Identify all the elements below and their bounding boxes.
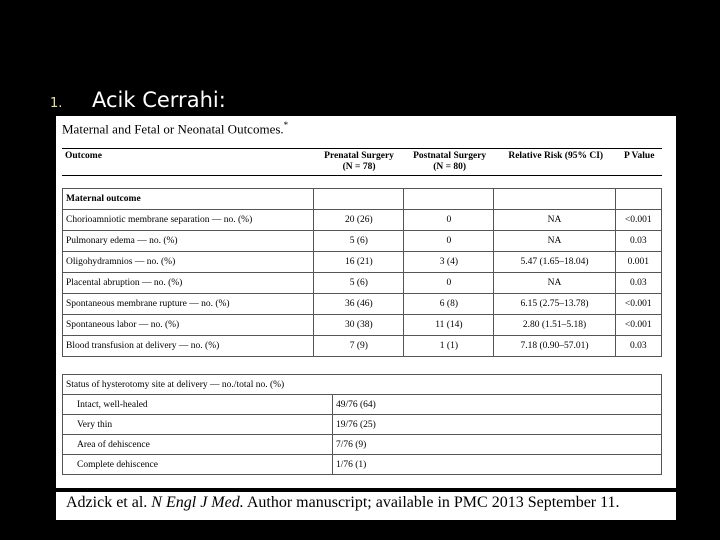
table-row: Area of dehiscence 7/76 (9) xyxy=(63,435,662,455)
header-postnatal: Postnatal Surgery (N = 80) xyxy=(404,149,495,176)
table-row: Spontaneous membrane rupture — no. (%) 36 (46) 6 (8) 6.15 (2.75–13.78) <0.001 xyxy=(63,294,662,315)
table-image xyxy=(56,116,676,520)
header-p: P Value xyxy=(616,149,662,176)
table-row: Complete dehiscence 1/76 (1) xyxy=(63,455,662,475)
table-row: Chorioamniotic membrane separation — no. (%) 20 (26) 0 NA <0.001 xyxy=(63,210,662,231)
slide-heading: Acik Cerrahi: xyxy=(92,88,226,112)
bullet-number: 1. xyxy=(50,96,63,111)
table-row: Intact, well-healed 49/76 (64) xyxy=(63,395,662,415)
table-title: Maternal and Fetal or Neonatal Outcomes.* xyxy=(62,120,289,137)
maternal-table xyxy=(62,188,662,357)
slide-bullet xyxy=(50,88,226,112)
table-header xyxy=(62,148,662,176)
divider xyxy=(56,488,676,492)
header-prenatal: Prenatal Surgery (N = 78) xyxy=(314,149,405,176)
citation: Adzick et al. N Engl J Med. Author manuscript; available in PMC 2013 September 11. xyxy=(66,494,620,511)
table-row: Placental abruption — no. (%) 5 (6) 0 NA 0.03 xyxy=(63,273,662,294)
header-rr: Relative Risk (95% CI) xyxy=(495,149,617,176)
status-header-row xyxy=(63,375,662,395)
section-row xyxy=(63,189,662,210)
section-label: Maternal outcome xyxy=(63,189,314,210)
status-header: Status of hysterotomy site at delivery — no./total no. (%) xyxy=(63,375,662,395)
table-row: Blood transfusion at delivery — no. (%) 7 (9) 1 (1) 7.18 (0.90–57.01) 0.03 xyxy=(63,336,662,357)
table-row: Spontaneous labor — no. (%) 30 (38) 11 (14) 2.80 (1.51–5.18) <0.001 xyxy=(63,315,662,336)
hysterotomy-table xyxy=(62,374,662,475)
table-row: Oligohydramnios — no. (%) 16 (21) 3 (4) 5.47 (1.65–18.04) 0.001 xyxy=(63,252,662,273)
table-row: Pulmonary edema — no. (%) 5 (6) 0 NA 0.03 xyxy=(63,231,662,252)
header-outcome: Outcome xyxy=(62,149,314,176)
table-row: Very thin 19/76 (25) xyxy=(63,415,662,435)
